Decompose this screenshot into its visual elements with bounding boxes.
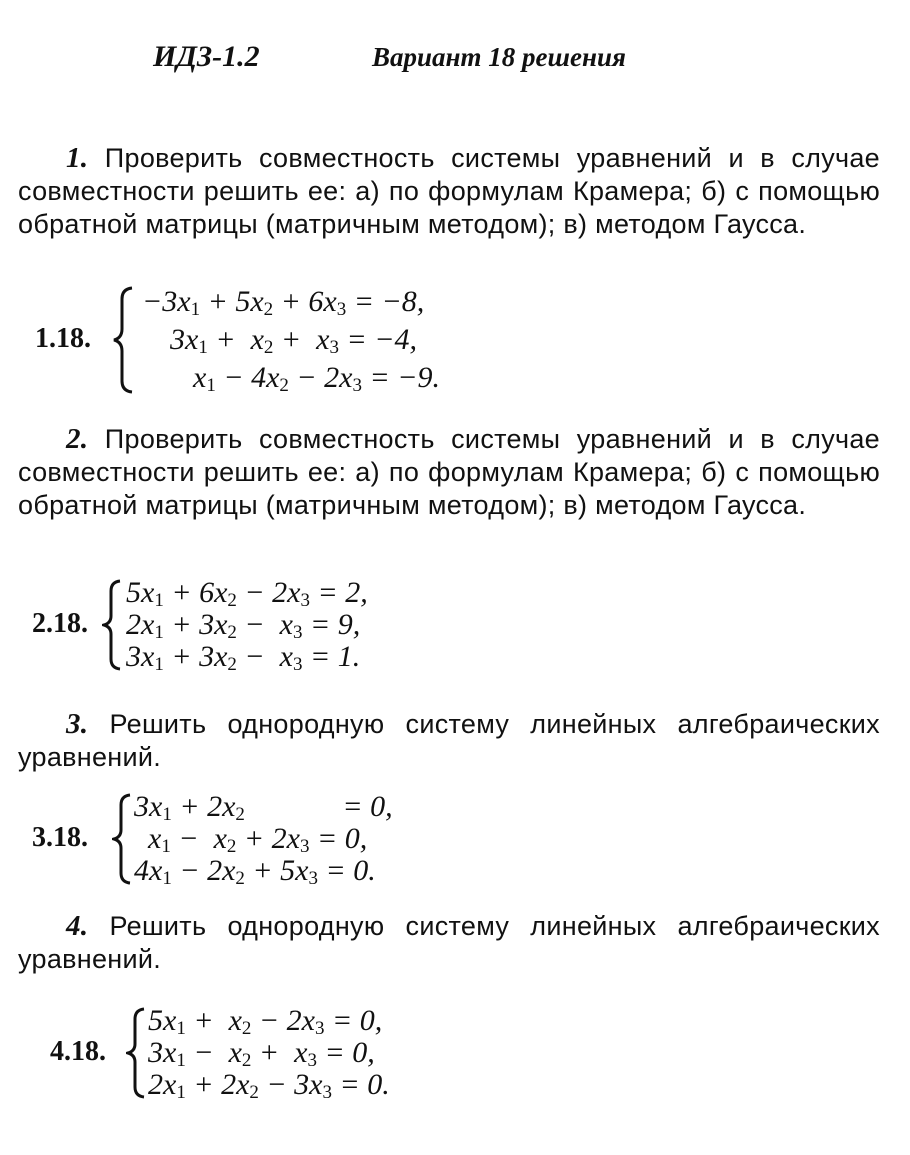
system-3-18-equation-3: $4x_1 - 2x_2 + 5x_3 = 0$.	[134, 854, 376, 889]
task-2	[18, 423, 880, 522]
assignment-code: ИДЗ-1.2	[153, 40, 260, 73]
variant-title: Вариант 18 решения	[372, 42, 626, 72]
system-1-18-label: 1.18.	[35, 323, 91, 354]
task-1-text: Проверить совместность системы уравнений и в случае совместности решить ее: а) по формулам Крамера; б) с помощью обратной матрицы (матричным методом); в) методом Гаусса.	[18, 143, 881, 239]
system-2-18-equation-2: $2x_1 + 3x_2 - x_3 = 9$,	[126, 608, 361, 643]
system-2-18-equation-1: $5x_1 + 6x_2 - 2x_3 = 2$,	[126, 576, 368, 611]
task-4	[18, 910, 880, 976]
task-2-number: 2.	[66, 423, 89, 455]
system-4-18-label: 4.18.	[50, 1036, 106, 1067]
system-3-18-label: 3.18.	[32, 822, 88, 853]
task-2-text: Проверить совместность системы уравнений и в случае совместности решить ее: а) по формулам Крамера; б) с помощью обратной матрицы (матричным методом); в) методом Гаусса.	[18, 424, 881, 520]
task-4-number: 4.	[66, 910, 89, 942]
system-3-18-equation-1: $3x_1 + 2x_2$ = 0,	[134, 790, 393, 825]
system-1-18	[30, 285, 590, 400]
task-1	[18, 142, 880, 241]
system-3-18	[30, 790, 450, 890]
brace-icon	[126, 1006, 146, 1100]
system-2-18	[30, 576, 450, 676]
brace-icon	[112, 792, 132, 886]
system-4-18-equation-2: $3x_1 - x_2 + x_3 = 0$,	[148, 1036, 375, 1071]
brace-icon	[112, 285, 134, 395]
task-3-text: Решить однородную систему линейных алгебраических уравнений.	[18, 709, 880, 772]
system-2-18-label: 2.18.	[32, 608, 88, 639]
page-header	[0, 40, 910, 80]
task-3-number: 3.	[66, 708, 89, 740]
system-3-18-equation-2: $x_1 - x_2 + 2x_3 = 0$,	[148, 822, 368, 857]
brace-icon	[102, 578, 122, 672]
system-1-18-equation-1: $-3x_1 + 5x_2 + 6x_3 = -8$,	[142, 285, 425, 320]
task-1-number: 1.	[66, 142, 89, 174]
system-4-18-equation-1: $5x_1 + x_2 - 2x_3 = 0$,	[148, 1004, 383, 1039]
system-4-18	[48, 1004, 468, 1104]
system-1-18-equation-2: $3x_1 + x_2 + x_3 = -4$,	[170, 323, 417, 358]
task-4-text: Решить однородную систему линейных алгебраических уравнений.	[18, 911, 880, 974]
task-3	[18, 708, 880, 774]
system-2-18-equation-3: $3x_1 + 3x_2 - x_3 = 1$.	[126, 640, 361, 675]
system-1-18-equation-3: $x_1 - 4x_2 - 2x_3 = -9$.	[193, 361, 440, 396]
system-4-18-equation-3: $2x_1 + 2x_2 - 3x_3 = 0$.	[148, 1068, 390, 1103]
